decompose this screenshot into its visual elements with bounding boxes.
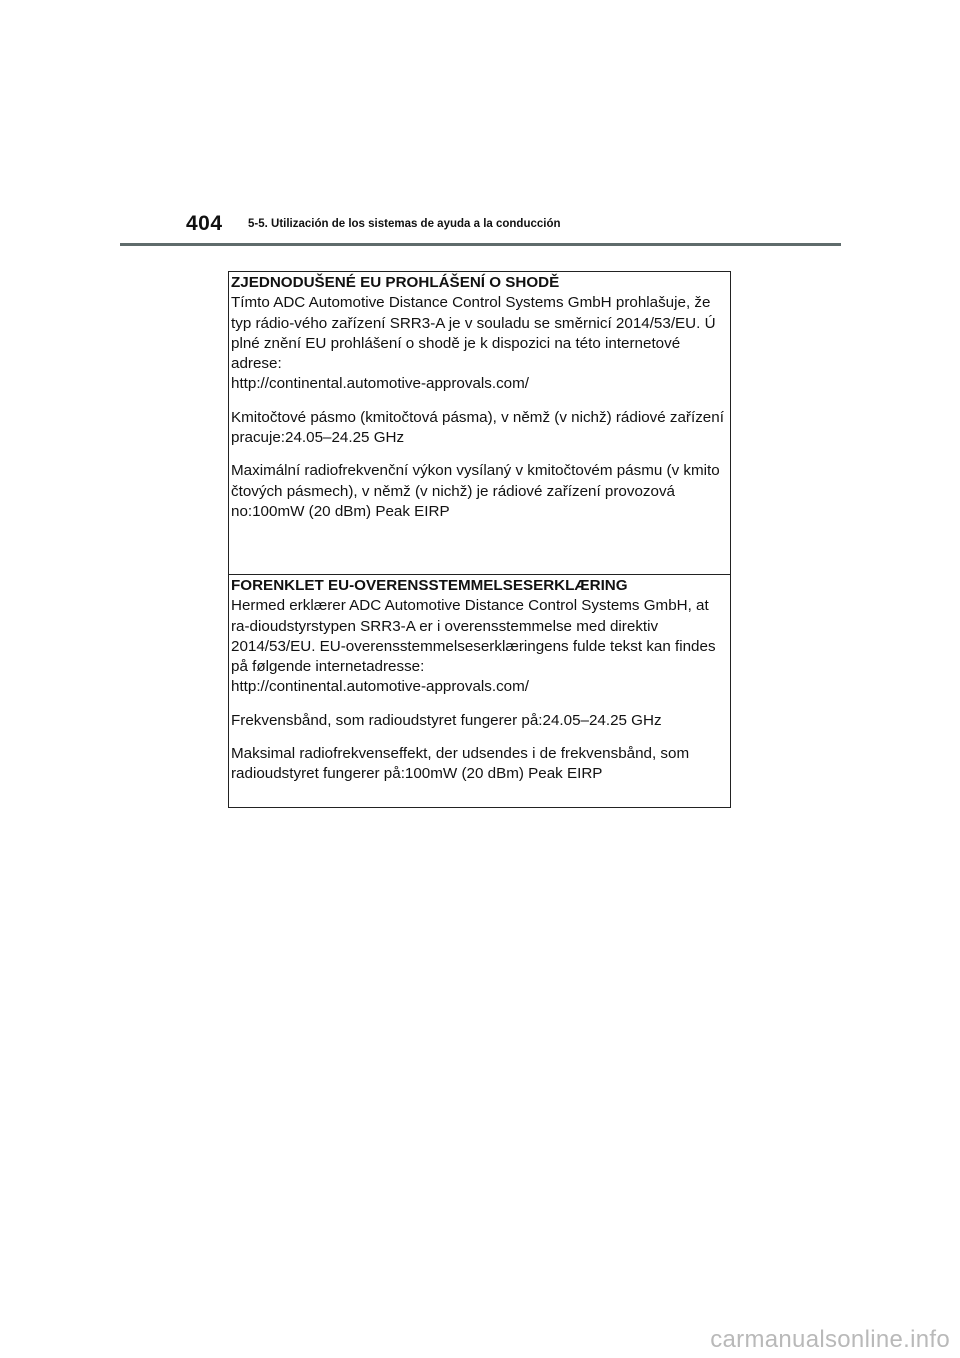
watermark-text: carmanualsonline.info [710,1326,950,1353]
danish-intro-paragraph: Hermed erklærer ADC Automotive Distance Control Systems GmbH, at ra-dioudstyrstypen SRR3-A er i overensstemmelse med direktiv 2014/53/EU. EU-overensstemmelseserklæringens fulde tekst kan findes på følgende internetadresse: http://continental.automotive-approvals.com/ [231,597,716,696]
czech-power-paragraph: Maximální radiofrekvenční výkon vysílaný v kmitočtovém pásmu (v kmito čtových pásmech), v němž (v nichž) je rádiové zařízení provozová no:100mW (20 dBm) Peak EIRP [231,462,720,520]
danish-heading: FORENKLET EU-OVERENSSTEMMELSESERKLÆRING [231,577,628,594]
czech-declaration-box [228,271,731,575]
czech-intro-paragraph: Tímto ADC Automotive Distance Control Systems GmbH prohlašuje, že typ rádio-vého zařízení SRR3-A je v souladu se směrnicí 2014/53/EU. Ú plné znění EU prohlášení o shodě je k dispozici na této internetové adrese: http://continental.automotive-approvals.com/ [231,294,716,393]
section-title: 5-5. Utilización de los sistemas de ayuda a la conducción [248,218,561,230]
page-number: 404 [186,212,223,235]
czech-heading: ZJEDNODUŠENÉ EU PROHLÁŠENÍ O SHODĚ [231,274,560,291]
danish-declaration-box [228,574,731,808]
danish-band-paragraph: Frekvensbånd, som radioudstyret fungerer på:24.05–24.25 GHz [231,711,662,729]
danish-power-paragraph: Maksimal radiofrekvenseffekt, der udsendes i de frekvensbånd, som radioudstyret fungerer på:100mW (20 dBm) Peak EIRP [231,745,690,783]
czech-band-paragraph: Kmitočtové pásmo (kmitočtová pásma), v němž (v nichž) rádiové zařízení pracuje:24.05–24.25 GHz [231,408,724,447]
header-rule [120,243,841,246]
